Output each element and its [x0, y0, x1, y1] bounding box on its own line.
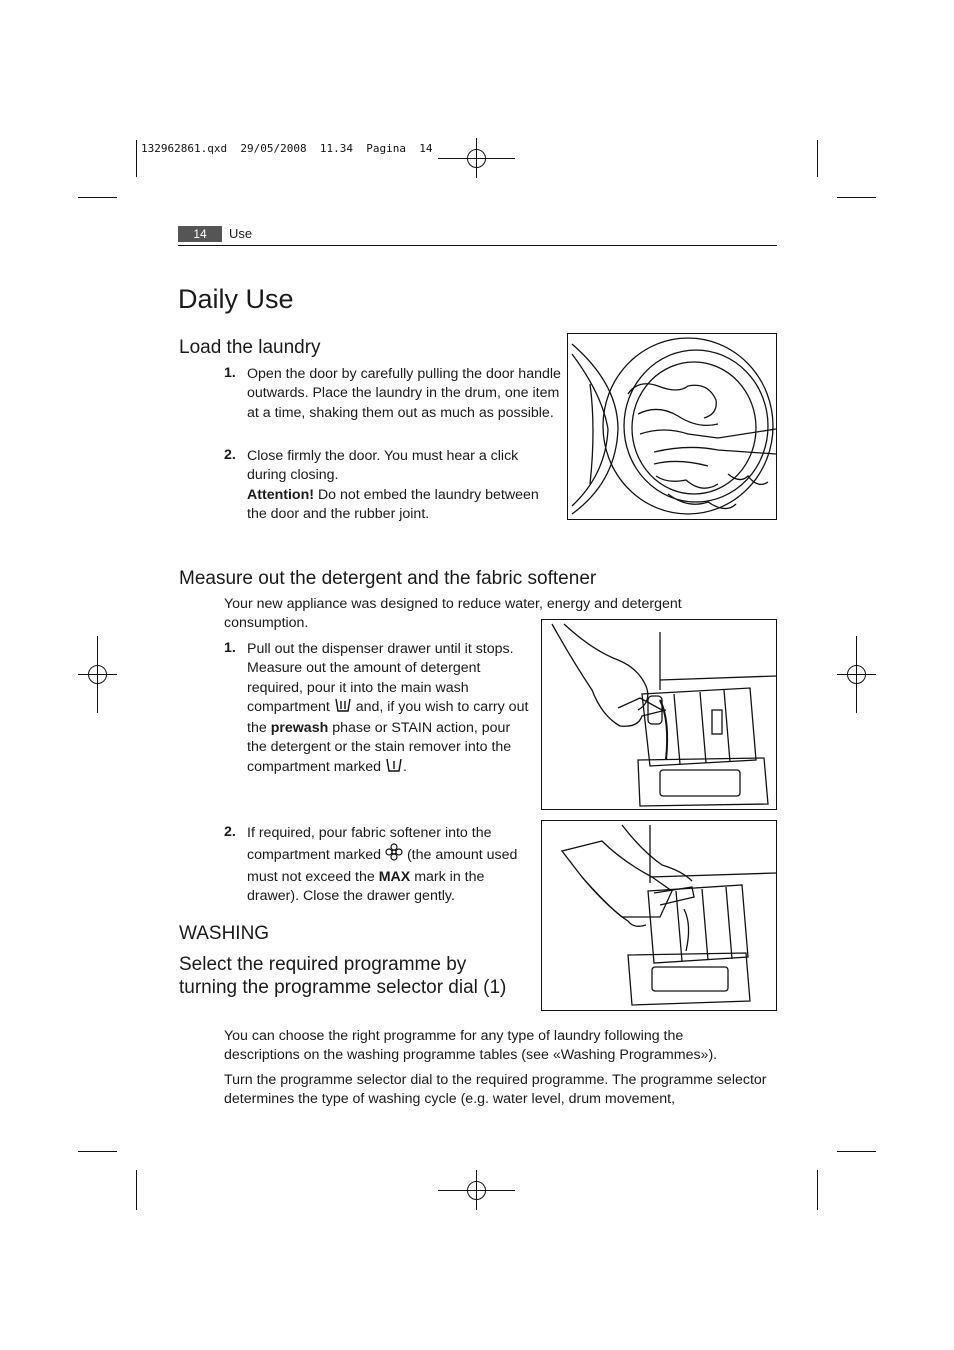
measure-step1-text-c: phase or STAIN action, pour the detergent or the stain remover into the compartment marked: [247, 720, 512, 775]
washing-para-1: You can choose the right programme for any type of laundry following the descriptions on the washing programme tables (see «Washing Programmes»).: [224, 1028, 718, 1064]
washing-label: WASHING: [179, 923, 270, 944]
prewash-bold: prewash: [270, 720, 329, 737]
page-number-badge: 14: [178, 226, 222, 242]
washing-para-2: Turn the programme selector dial to the required programme. The programme selector determines the type of washing cycle (e.g. water level, drum movement,: [224, 1072, 767, 1108]
measure-step1-number: 1.: [224, 640, 236, 656]
slug-page-number: 14: [419, 142, 433, 155]
attention-label: Attention!: [247, 486, 314, 503]
load-step1-text: Open the door by carefully pulling the door handle outwards. Place the laundry in the drum, one item at a time, shaking them out as much as possible.: [247, 366, 561, 421]
prewash-compartment-icon: [385, 758, 403, 779]
figure-dispenser-softener: [541, 820, 777, 1011]
header-rule: [178, 245, 777, 246]
measure-step1-block: [247, 640, 529, 779]
figure-dispenser-detergent: [541, 619, 777, 810]
measure-step2-block: [247, 824, 529, 906]
measure-step1-text-a: Pull out the dispenser drawer until it stops. Measure out the amount of detergent required, pour it into the main wash compartment: [247, 641, 514, 715]
measure-step2-text-b: (the amount used must not exceed the: [247, 847, 518, 885]
load-step2-block: [247, 447, 552, 524]
measure-step2-number: 2.: [224, 824, 236, 840]
section-label: Use: [229, 226, 253, 241]
fabric-softener-flower-icon: [385, 843, 403, 867]
load-step2-number: 2.: [224, 447, 236, 463]
slug-file: 132962861.qxd: [141, 142, 228, 155]
slug-date: 29/05/2008: [240, 142, 307, 155]
figure-load-laundry: [567, 333, 777, 520]
main-wash-compartment-icon: [334, 698, 352, 719]
load-heading: Load the laundry: [179, 337, 321, 358]
measure-step2-text-a: If required, pour fabric softener into the compartment marked: [247, 825, 492, 864]
load-step1-number: 1.: [224, 365, 236, 381]
slug-page-word: Pagina: [366, 142, 406, 155]
page-title: Daily Use: [178, 284, 294, 314]
washing-heading: Select the required programme by turning the programme selector dial (1): [179, 954, 507, 998]
measure-step1-text-d: .: [403, 758, 407, 775]
measure-step1-text-b: and, if you wish to carry out the: [247, 698, 529, 737]
slug-time: 11.34: [319, 142, 353, 155]
attention-text: Do not embed the laundry between the door and the rubber joint.: [247, 486, 539, 522]
load-step2-text: Close firmly the door. You must hear a click during closing.: [247, 448, 519, 484]
measure-heading: Measure out the detergent and the fabric softener: [179, 568, 597, 589]
measure-step2-text-c: mark in the drawer). Close the drawer gently.: [247, 868, 485, 904]
measure-intro: Your new appliance was designed to reduce water, energy and detergent consumption.: [224, 596, 682, 632]
max-bold: MAX: [378, 868, 411, 885]
